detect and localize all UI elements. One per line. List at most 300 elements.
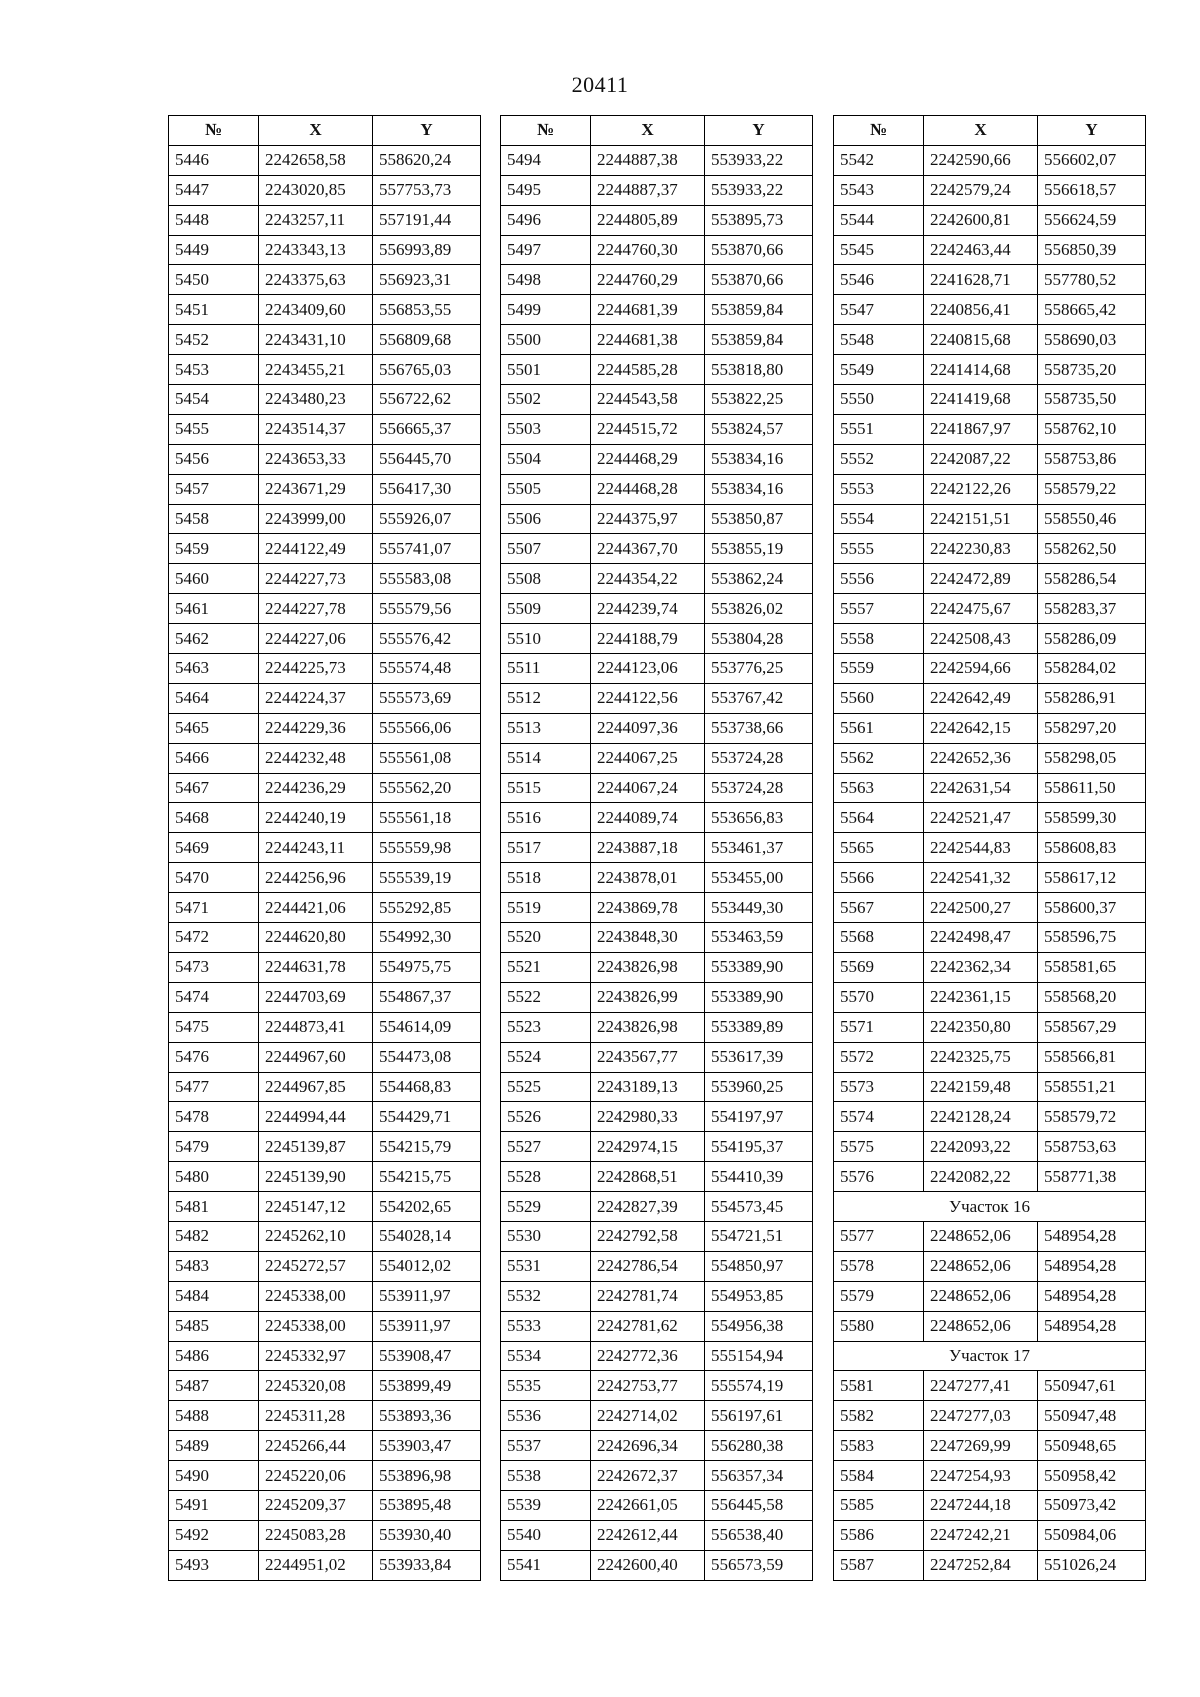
table-row xyxy=(169,1341,481,1371)
cell-x: 2247242,21 xyxy=(924,1520,1038,1550)
cell-x: 2244367,70 xyxy=(591,534,705,564)
cell-x: 2245139,87 xyxy=(259,1132,373,1162)
cell-y: 555561,18 xyxy=(373,803,481,833)
cell-y: 558690,03 xyxy=(1038,325,1146,355)
table-row xyxy=(501,863,813,893)
table-row xyxy=(834,414,1146,444)
table-row xyxy=(169,1461,481,1491)
table-row xyxy=(501,1102,813,1132)
cell-x: 2243653,33 xyxy=(259,444,373,474)
cell-y: 556923,31 xyxy=(373,265,481,295)
cell-y: 553899,49 xyxy=(373,1371,481,1401)
cell-x: 2244225,73 xyxy=(259,654,373,684)
cell-x: 2244543,58 xyxy=(591,385,705,415)
cell-y: 554195,37 xyxy=(705,1132,813,1162)
table-header-row xyxy=(834,116,1146,146)
cell-x: 2244227,73 xyxy=(259,564,373,594)
cell-number: 5554 xyxy=(834,504,924,534)
cell-number: 5478 xyxy=(169,1102,259,1132)
cell-y: 555926,07 xyxy=(373,504,481,534)
table-row xyxy=(169,1042,481,1072)
cell-y: 555576,42 xyxy=(373,624,481,654)
cell-number: 5561 xyxy=(834,713,924,743)
cell-y: 553862,24 xyxy=(705,564,813,594)
cell-y: 553804,28 xyxy=(705,624,813,654)
table-row xyxy=(834,1162,1146,1192)
cell-number: 5534 xyxy=(501,1341,591,1371)
table-row xyxy=(834,355,1146,385)
cell-number: 5513 xyxy=(501,713,591,743)
cell-number: 5487 xyxy=(169,1371,259,1401)
table-row xyxy=(169,594,481,624)
cell-y: 553911,97 xyxy=(373,1311,481,1341)
cell-x: 2242472,89 xyxy=(924,564,1038,594)
cell-x: 2244224,37 xyxy=(259,683,373,713)
cell-y: 554614,09 xyxy=(373,1012,481,1042)
cell-x: 2243878,01 xyxy=(591,863,705,893)
cell-number: 5459 xyxy=(169,534,259,564)
table-row xyxy=(501,504,813,534)
cell-number: 5498 xyxy=(501,265,591,295)
cell-x: 2244873,41 xyxy=(259,1012,373,1042)
cell-x: 2248652,06 xyxy=(924,1221,1038,1251)
cell-number: 5520 xyxy=(501,923,591,953)
cell-number: 5467 xyxy=(169,773,259,803)
cell-number: 5466 xyxy=(169,743,259,773)
cell-y: 555292,85 xyxy=(373,893,481,923)
cell-y: 558617,12 xyxy=(1038,863,1146,893)
cell-x: 2245272,57 xyxy=(259,1251,373,1281)
cell-number: 5570 xyxy=(834,982,924,1012)
cell-number: 5493 xyxy=(169,1550,259,1580)
cell-y: 553776,25 xyxy=(705,654,813,684)
cell-number: 5500 xyxy=(501,325,591,355)
cell-y: 553818,80 xyxy=(705,355,813,385)
cell-number: 5559 xyxy=(834,654,924,684)
cell-number: 5581 xyxy=(834,1371,924,1401)
table-row xyxy=(169,295,481,325)
cell-x: 2241628,71 xyxy=(924,265,1038,295)
cell-number: 5573 xyxy=(834,1072,924,1102)
table-row xyxy=(501,1012,813,1042)
cell-y: 555574,48 xyxy=(373,654,481,684)
table-row xyxy=(834,1371,1146,1401)
cell-x: 2244681,38 xyxy=(591,325,705,355)
cell-y: 548954,28 xyxy=(1038,1311,1146,1341)
cell-x: 2244067,24 xyxy=(591,773,705,803)
cell-y: 558566,81 xyxy=(1038,1042,1146,1072)
table-row xyxy=(834,1311,1146,1341)
cell-number: 5569 xyxy=(834,952,924,982)
cell-y: 558283,37 xyxy=(1038,594,1146,624)
table-row xyxy=(834,1251,1146,1281)
cell-number: 5568 xyxy=(834,923,924,953)
cell-y: 555741,07 xyxy=(373,534,481,564)
cell-number: 5517 xyxy=(501,833,591,863)
cell-y: 554473,08 xyxy=(373,1042,481,1072)
cell-x: 2244232,48 xyxy=(259,743,373,773)
cell-y: 553960,25 xyxy=(705,1072,813,1102)
cell-number: 5464 xyxy=(169,683,259,713)
table-row xyxy=(169,385,481,415)
coordinates-table-3 xyxy=(833,115,1146,1581)
table-row xyxy=(834,1012,1146,1042)
header-x: X xyxy=(591,116,705,146)
cell-number: 5552 xyxy=(834,444,924,474)
section-title: Участок 16 xyxy=(834,1192,1146,1222)
cell-number: 5556 xyxy=(834,564,924,594)
cell-x: 2245083,28 xyxy=(259,1520,373,1550)
cell-x: 2242508,43 xyxy=(924,624,1038,654)
cell-y: 558286,54 xyxy=(1038,564,1146,594)
table-row xyxy=(834,265,1146,295)
table-row xyxy=(834,893,1146,923)
header-x: X xyxy=(259,116,373,146)
cell-y: 556809,68 xyxy=(373,325,481,355)
cell-number: 5549 xyxy=(834,355,924,385)
cell-y: 554850,97 xyxy=(705,1251,813,1281)
cell-number: 5564 xyxy=(834,803,924,833)
cell-y: 553933,22 xyxy=(705,175,813,205)
cell-x: 2242772,36 xyxy=(591,1341,705,1371)
cell-number: 5508 xyxy=(501,564,591,594)
cell-number: 5482 xyxy=(169,1221,259,1251)
table-row xyxy=(501,1550,813,1580)
cell-number: 5527 xyxy=(501,1132,591,1162)
table-row xyxy=(169,1162,481,1192)
table-row xyxy=(501,624,813,654)
cell-number: 5533 xyxy=(501,1311,591,1341)
cell-y: 556602,07 xyxy=(1038,145,1146,175)
cell-number: 5465 xyxy=(169,713,259,743)
table-row xyxy=(169,1520,481,1550)
cell-x: 2244089,74 xyxy=(591,803,705,833)
cell-x: 2247277,41 xyxy=(924,1371,1038,1401)
cell-y: 558596,75 xyxy=(1038,923,1146,953)
header-number: № xyxy=(834,116,924,146)
cell-x: 2242475,67 xyxy=(924,594,1038,624)
cell-number: 5548 xyxy=(834,325,924,355)
table-row xyxy=(169,235,481,265)
table-row xyxy=(834,803,1146,833)
table-row xyxy=(169,444,481,474)
cell-x: 2242612,44 xyxy=(591,1520,705,1550)
cell-y: 558581,65 xyxy=(1038,952,1146,982)
cell-x: 2244239,74 xyxy=(591,594,705,624)
cell-number: 5452 xyxy=(169,325,259,355)
table-row xyxy=(169,1281,481,1311)
cell-number: 5474 xyxy=(169,982,259,1012)
cell-x: 2245266,44 xyxy=(259,1431,373,1461)
cell-y: 556850,39 xyxy=(1038,235,1146,265)
cell-number: 5522 xyxy=(501,982,591,1012)
cell-x: 2243826,98 xyxy=(591,1012,705,1042)
header-y: Y xyxy=(705,116,813,146)
cell-number: 5448 xyxy=(169,205,259,235)
cell-x: 2244967,60 xyxy=(259,1042,373,1072)
cell-x: 2244229,36 xyxy=(259,713,373,743)
cell-x: 2244951,02 xyxy=(259,1550,373,1580)
cell-number: 5563 xyxy=(834,773,924,803)
cell-x: 2242672,37 xyxy=(591,1461,705,1491)
table-row xyxy=(501,1221,813,1251)
cell-y: 558608,83 xyxy=(1038,833,1146,863)
cell-x: 2247277,03 xyxy=(924,1401,1038,1431)
cell-y: 553389,89 xyxy=(705,1012,813,1042)
table-row xyxy=(501,205,813,235)
table-row xyxy=(501,1431,813,1461)
table-row xyxy=(834,1042,1146,1072)
table-row xyxy=(834,982,1146,1012)
cell-y: 558262,50 xyxy=(1038,534,1146,564)
cell-number: 5584 xyxy=(834,1461,924,1491)
table-row xyxy=(169,474,481,504)
table-row xyxy=(501,982,813,1012)
cell-y: 553389,90 xyxy=(705,952,813,982)
cell-x: 2242087,22 xyxy=(924,444,1038,474)
cell-x: 2244256,96 xyxy=(259,863,373,893)
table-row xyxy=(169,1132,481,1162)
table-row xyxy=(501,594,813,624)
cell-x: 2244585,28 xyxy=(591,355,705,385)
cell-y: 553463,59 xyxy=(705,923,813,953)
cell-y: 553855,19 xyxy=(705,534,813,564)
table-row xyxy=(169,1371,481,1401)
cell-y: 556538,40 xyxy=(705,1520,813,1550)
cell-x: 2244123,06 xyxy=(591,654,705,684)
header-x: X xyxy=(924,116,1038,146)
cell-y: 553859,84 xyxy=(705,325,813,355)
table-row xyxy=(501,1490,813,1520)
cell-number: 5469 xyxy=(169,833,259,863)
cell-number: 5528 xyxy=(501,1162,591,1192)
cell-y: 554953,85 xyxy=(705,1281,813,1311)
cell-y: 556624,59 xyxy=(1038,205,1146,235)
cell-number: 5506 xyxy=(501,504,591,534)
table-row xyxy=(501,325,813,355)
header-y: Y xyxy=(1038,116,1146,146)
cell-x: 2243826,99 xyxy=(591,982,705,1012)
cell-x: 2241419,68 xyxy=(924,385,1038,415)
section-row xyxy=(834,1341,1146,1371)
cell-y: 556445,58 xyxy=(705,1490,813,1520)
table-row xyxy=(169,414,481,444)
cell-number: 5582 xyxy=(834,1401,924,1431)
cell-y: 553617,39 xyxy=(705,1042,813,1072)
cell-x: 2244421,06 xyxy=(259,893,373,923)
cell-y: 558620,24 xyxy=(373,145,481,175)
cell-y: 558600,37 xyxy=(1038,893,1146,923)
table-row xyxy=(501,1042,813,1072)
cell-y: 555579,56 xyxy=(373,594,481,624)
table-row xyxy=(834,624,1146,654)
cell-number: 5447 xyxy=(169,175,259,205)
cell-x: 2242600,81 xyxy=(924,205,1038,235)
cell-number: 5541 xyxy=(501,1550,591,1580)
cell-x: 2242350,80 xyxy=(924,1012,1038,1042)
cell-number: 5578 xyxy=(834,1251,924,1281)
page-number: 20411 xyxy=(571,72,629,97)
cell-number: 5537 xyxy=(501,1431,591,1461)
cell-number: 5461 xyxy=(169,594,259,624)
cell-y: 553895,73 xyxy=(705,205,813,235)
cell-x: 2248652,06 xyxy=(924,1281,1038,1311)
cell-number: 5477 xyxy=(169,1072,259,1102)
coordinates-table-1 xyxy=(168,115,481,1581)
cell-x: 2242781,62 xyxy=(591,1311,705,1341)
cell-y: 556280,38 xyxy=(705,1431,813,1461)
cell-x: 2242594,66 xyxy=(924,654,1038,684)
cell-x: 2242792,58 xyxy=(591,1221,705,1251)
cell-y: 555559,98 xyxy=(373,833,481,863)
cell-number: 5572 xyxy=(834,1042,924,1072)
cell-number: 5451 xyxy=(169,295,259,325)
section-title: Участок 17 xyxy=(834,1341,1146,1371)
cell-y: 556765,03 xyxy=(373,355,481,385)
cell-y: 556357,34 xyxy=(705,1461,813,1491)
cell-x: 2241867,97 xyxy=(924,414,1038,444)
cell-number: 5511 xyxy=(501,654,591,684)
cell-x: 2243567,77 xyxy=(591,1042,705,1072)
cell-y: 558753,63 xyxy=(1038,1132,1146,1162)
table-row xyxy=(501,773,813,803)
table-row xyxy=(169,504,481,534)
cell-x: 2245332,97 xyxy=(259,1341,373,1371)
cell-x: 2242781,74 xyxy=(591,1281,705,1311)
cell-x: 2243999,00 xyxy=(259,504,373,534)
cell-y: 550947,48 xyxy=(1038,1401,1146,1431)
cell-number: 5446 xyxy=(169,145,259,175)
cell-number: 5514 xyxy=(501,743,591,773)
cell-x: 2245139,90 xyxy=(259,1162,373,1192)
table-row xyxy=(501,1281,813,1311)
cell-y: 553656,83 xyxy=(705,803,813,833)
table-row xyxy=(169,1251,481,1281)
cell-x: 2243409,60 xyxy=(259,295,373,325)
cell-x: 2242463,44 xyxy=(924,235,1038,265)
cell-x: 2242362,34 xyxy=(924,952,1038,982)
cell-x: 2242128,24 xyxy=(924,1102,1038,1132)
cell-number: 5481 xyxy=(169,1192,259,1222)
cell-number: 5501 xyxy=(501,355,591,385)
cell-y: 554215,75 xyxy=(373,1162,481,1192)
cell-number: 5480 xyxy=(169,1162,259,1192)
cell-number: 5532 xyxy=(501,1281,591,1311)
cell-y: 550984,06 xyxy=(1038,1520,1146,1550)
table-row xyxy=(834,1550,1146,1580)
table-row xyxy=(169,743,481,773)
cell-y: 554468,83 xyxy=(373,1072,481,1102)
cell-x: 2245209,37 xyxy=(259,1490,373,1520)
cell-x: 2244805,89 xyxy=(591,205,705,235)
header-number: № xyxy=(169,116,259,146)
cell-number: 5497 xyxy=(501,235,591,265)
cell-x: 2242642,15 xyxy=(924,713,1038,743)
cell-number: 5518 xyxy=(501,863,591,893)
cell-number: 5542 xyxy=(834,145,924,175)
cell-y: 553859,84 xyxy=(705,295,813,325)
cell-y: 553389,90 xyxy=(705,982,813,1012)
table-row xyxy=(501,1371,813,1401)
cell-number: 5473 xyxy=(169,952,259,982)
cell-x: 2242521,47 xyxy=(924,803,1038,833)
cell-x: 2242579,24 xyxy=(924,175,1038,205)
cell-x: 2243826,98 xyxy=(591,952,705,982)
cell-y: 553767,42 xyxy=(705,683,813,713)
cell-y: 555566,06 xyxy=(373,713,481,743)
cell-y: 554028,14 xyxy=(373,1221,481,1251)
table-row xyxy=(169,683,481,713)
cell-number: 5538 xyxy=(501,1461,591,1491)
cell-y: 553895,48 xyxy=(373,1490,481,1520)
section-row xyxy=(834,1192,1146,1222)
cell-number: 5579 xyxy=(834,1281,924,1311)
cell-number: 5544 xyxy=(834,205,924,235)
cell-x: 2245311,28 xyxy=(259,1401,373,1431)
cell-number: 5485 xyxy=(169,1311,259,1341)
cell-y: 550958,42 xyxy=(1038,1461,1146,1491)
cell-number: 5499 xyxy=(501,295,591,325)
cell-y: 553896,98 xyxy=(373,1461,481,1491)
cell-x: 2244703,69 xyxy=(259,982,373,1012)
cell-number: 5450 xyxy=(169,265,259,295)
table-row xyxy=(169,564,481,594)
cell-y: 558771,38 xyxy=(1038,1162,1146,1192)
cell-x: 2242658,58 xyxy=(259,145,373,175)
cell-number: 5457 xyxy=(169,474,259,504)
cell-y: 553893,36 xyxy=(373,1401,481,1431)
table-row xyxy=(501,1311,813,1341)
cell-x: 2244227,78 xyxy=(259,594,373,624)
cell-y: 554956,38 xyxy=(705,1311,813,1341)
table-row xyxy=(501,265,813,295)
table-row xyxy=(834,385,1146,415)
cell-y: 553455,00 xyxy=(705,863,813,893)
cell-number: 5486 xyxy=(169,1341,259,1371)
cell-x: 2241414,68 xyxy=(924,355,1038,385)
table-row xyxy=(169,803,481,833)
cell-number: 5463 xyxy=(169,654,259,684)
cell-x: 2243869,78 xyxy=(591,893,705,923)
table-row xyxy=(501,1341,813,1371)
table-row xyxy=(834,175,1146,205)
cell-x: 2242325,75 xyxy=(924,1042,1038,1072)
cell-y: 555561,08 xyxy=(373,743,481,773)
cell-number: 5530 xyxy=(501,1221,591,1251)
cell-x: 2244097,36 xyxy=(591,713,705,743)
cell-y: 558567,29 xyxy=(1038,1012,1146,1042)
cell-x: 2242544,83 xyxy=(924,833,1038,863)
table-row xyxy=(834,205,1146,235)
cell-y: 553933,22 xyxy=(705,145,813,175)
cell-number: 5453 xyxy=(169,355,259,385)
cell-y: 556618,57 xyxy=(1038,175,1146,205)
cell-y: 553738,66 xyxy=(705,713,813,743)
cell-x: 2242541,32 xyxy=(924,863,1038,893)
cell-number: 5516 xyxy=(501,803,591,833)
table-row xyxy=(834,833,1146,863)
cell-x: 2242600,40 xyxy=(591,1550,705,1580)
cell-x: 2244468,28 xyxy=(591,474,705,504)
cell-y: 554012,02 xyxy=(373,1251,481,1281)
cell-y: 550948,65 xyxy=(1038,1431,1146,1461)
cell-y: 558550,46 xyxy=(1038,504,1146,534)
table-row xyxy=(169,1072,481,1102)
cell-number: 5505 xyxy=(501,474,591,504)
cell-x: 2244760,29 xyxy=(591,265,705,295)
cell-x: 2247254,93 xyxy=(924,1461,1038,1491)
table-row xyxy=(501,683,813,713)
